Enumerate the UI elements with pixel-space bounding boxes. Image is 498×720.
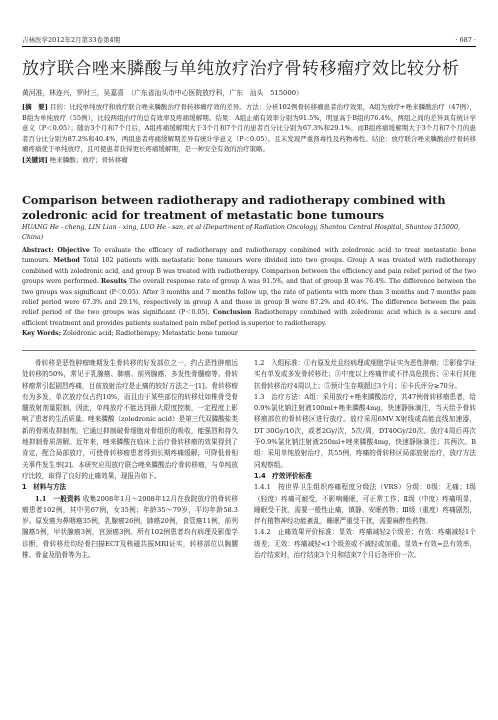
authors-cn: 黄河准，林连兴，罗时三，吴嘉喜 （广东省汕头市中心医院放疗科，广东 汕头 515000） [22,89,303,97]
intro-paragraph: 骨转移是恶性肿瘤晚期发生骨转移的好发部位之一，约占恶性肿瘤远处转移的50%，常见于乳腺癌、肺癌、前列腺癌、多发性骨髓瘤等。骨转移瘤常引起剧烈疼痛，目前放射治疗是止痛的较好方法之一[1]。骨转移瘤有为多发，单次放疗仅占约10%，而且由于某些部位的转移灶如椎骨受骨髓放射剂量限制，因此，单纯放疗不能达到最大限度控制，一定程度上影响了患者的生活质量。唑来膦酸（zoledronic acid）是第三代双膦酸盐类新的骨吸收抑制剂，它通过抑制破骨细胞对骨组织的吸收，能强烈和持久地抑制骨质溶解。近年来，唑来膦酸在临床上治疗骨转移瘤的效果得到了肯定，配合局部放疗，可使骨转移瘤患者得到长期疼痛缓解，可降低骨相关事件发生率[2]。本研究应用放疗联合唑来膦酸治疗骨转移瘤，与单纯放疗比较，取得了良好的止痛效果，现报告如下。 [22,359,238,480]
journal-info: 吉林医学2012年2月第33卷第4期 [22,36,121,44]
abstract-en-body [22,246,476,329]
conclusion-label: Conclusion [212,309,252,317]
abstract-label-en: Abstract: [22,247,54,254]
treatment-method: 1.3 治疗方法：A组：采用放疗+唑来膦酸治疗，共47例骨转移瘤患者，给0.9%氯化钠注射液100ml+唑来膦酸4mg，快速静脉滴注，当天给予骨转移瘤部位的骨转移区进行放疗。放疗采用6MV X射线或高能直线加速器，DT 30Gy/10次，或者2Gy/次，5次/周，DT40Gy/20次。放疗4周后再次予0.9%氯化钠注射液250ml+唑来膦酸4mg，快速静脉滴注；共两次。B组：采用单纯放射治疗，共55例，疼痛的骨转移区局部放射治疗，放疗方法同观察组。 [254,392,476,469]
general-data-paragraph [22,494,238,562]
keywords-en: Zoledronic acid; Radiotherapy; Metastatic bone tumour [62,330,238,338]
section-divider [22,350,476,351]
keywords-cn: 唑来膦酸；放疗；骨转移瘤 [49,155,128,164]
subsection-heading-1-4: 1.4 疗效评价标准 [254,471,312,480]
abstract-text-cn: 目的：比较单纯放疗和放疗联合唑来膦酸治疗骨转移瘤疗效的差异。方法：分析102例骨转移瘤患者治疗效果，A组为放疗+唑来膦酸治疗（47例），B组为单纯放疗（55例），比较两组治疗的总有效率及疼痛缓解期。结果：A组止痛有效率分别为91.5%，明显高于B组的76.4%，两组之间的差异具有统计学意义（P＜0.05）；随访3个月和7个月后，A组疼痛缓解期大于3个月和7个月的患者百分比分别为67.3%和29.1%，而B组疼痛缓解期大于3个月和7个月的患者百分比分别为87.2%和40.4%，两组患者疼痛缓解期差异有统计学意义（P＜0.05）。且未发现严重肾毒性及药物毒性。结论：放疗联合唑来膦酸治疗骨转移瘤疼痛优于单纯放疗，且可使患者获得更长疼痛缓解期，是一种安全有效的治疗策略。 [22,103,476,154]
page-number: · 687 · [455,36,476,44]
results-text: The overall response rate of group A was 91.5%, and that of group B was 76.4%. The difference between the two groups was significant (P＜0.05). After 3 months and 7 months follow up, the rate of patients with more than 3 months and 7 months pain relief period were 67.3% and 29.1%, respectively in group A and those in group B were 87.2% and 40.4%. The difference between the pain relief period of the two groups was significant (P＜0.05). [22,278,477,317]
inclusion-criteria: 1.2 入组标准：①有原发灶且经病理或细胞学证实为恶性肿瘤；②影像学证实有单发或多发骨转移灶；③中度以上疼痛伴或不伴高危损伤；④未行其他抗骨转移治疗4周以上；⑤预计生存期超过3个月；⑥卡氏评分≥70分。 [254,359,476,390]
keywords-en-row [22,329,476,339]
method-label: Method [53,257,80,265]
body-column-left [22,358,238,561]
body-column-right [254,358,476,561]
keywords-label-cn: [关键词] [22,155,48,164]
abstract-label-cn: [摘 要] [22,103,48,111]
method-text: Total 102 patients with metastatic bone tumours were divided into two groups. Group A was treated with radiotherapy combined with zoledronic acid, and group B was treated with radiotherapy. Comparison between the efficiency and pain relief period of the two groups were performed. [22,257,477,286]
running-head [22,34,476,47]
abstract-cn [22,102,476,166]
objective-text: To evaluate the efficacy of radiotherapy and radiotherapy combined with zoledronic acid to treat metastatic bone tumours. [22,247,476,265]
efficacy-criteria: 1.4.2 止痛效果评价标准：显效：疼痛减轻2个级差；有效：疼痛减轻1个级差；无效：疼痛减轻<1个级差或不减轻或加重。显效+有效=总有效率，治疗结束时，治疗结束3个月和结束7个月后各评价一次。 [254,528,476,560]
article-title-en: Comparison between radiotherapy and radiotherapy combined with zoledronic acid for treatment of metastatic bone tumours [22,193,446,222]
general-data-text: 收集2008年1月～2008年12月在我院放疗的骨转移瘤患者102例，其中男67例，女35例；年龄35～79岁，平均年龄58.3岁。原发癌为鼻咽癌35例，乳腺癌26例，肺癌20例，食管癌11例，前列腺癌5例，甲状腺癌3例，宫颈癌3例。所有102例患者均有病理及影像学诊断，骨转移灶均经骨扫描ECT及核磁共振MRI证实，转移部位以胸腰椎、骨盆及肋骨等为主。 [22,494,238,560]
conclusion-text: Radiotherapy combined with zoledronic acid which is a secure and efficient treatment and provides patients sustained pain relief period is superior to radiotherapy. [22,309,477,327]
article-title-cn: 放疗联合唑来膦酸与单纯放疗治疗骨转移瘤疗效比较分析 [22,59,460,79]
abstract-en [22,246,476,340]
objective-label: Objective [57,247,90,254]
section-heading-materials: 1 材料与方法 [22,483,67,492]
pain-grading: 1.4.1 按世界卫生组织疼痛程度分级法（VRS）分级：0级：无痛；Ⅰ级（轻度）疼痛可耐受，不影响睡眠，可正常工作；Ⅱ级（中度）疼痛明显，睡眠受干扰，需要一般性止痛，镇静、安眠药物；Ⅲ级（重度）疼痛剧烈，伴有植物神经功能紊乱，睡眠严重受干扰，需要麻醉性药物。 [254,483,476,526]
keywords-label-en: Key Words: [22,330,61,338]
results-label: Results [101,278,127,286]
authors-en: HUANG He - cheng, LIN Lian - xing, LUO He - san, et al (Department of Radiation Oncology, Shantou Central Hospital, Shantou 515000, China) [22,224,460,241]
subsection-heading-1-1: 1.1 一般资料 [35,494,81,503]
